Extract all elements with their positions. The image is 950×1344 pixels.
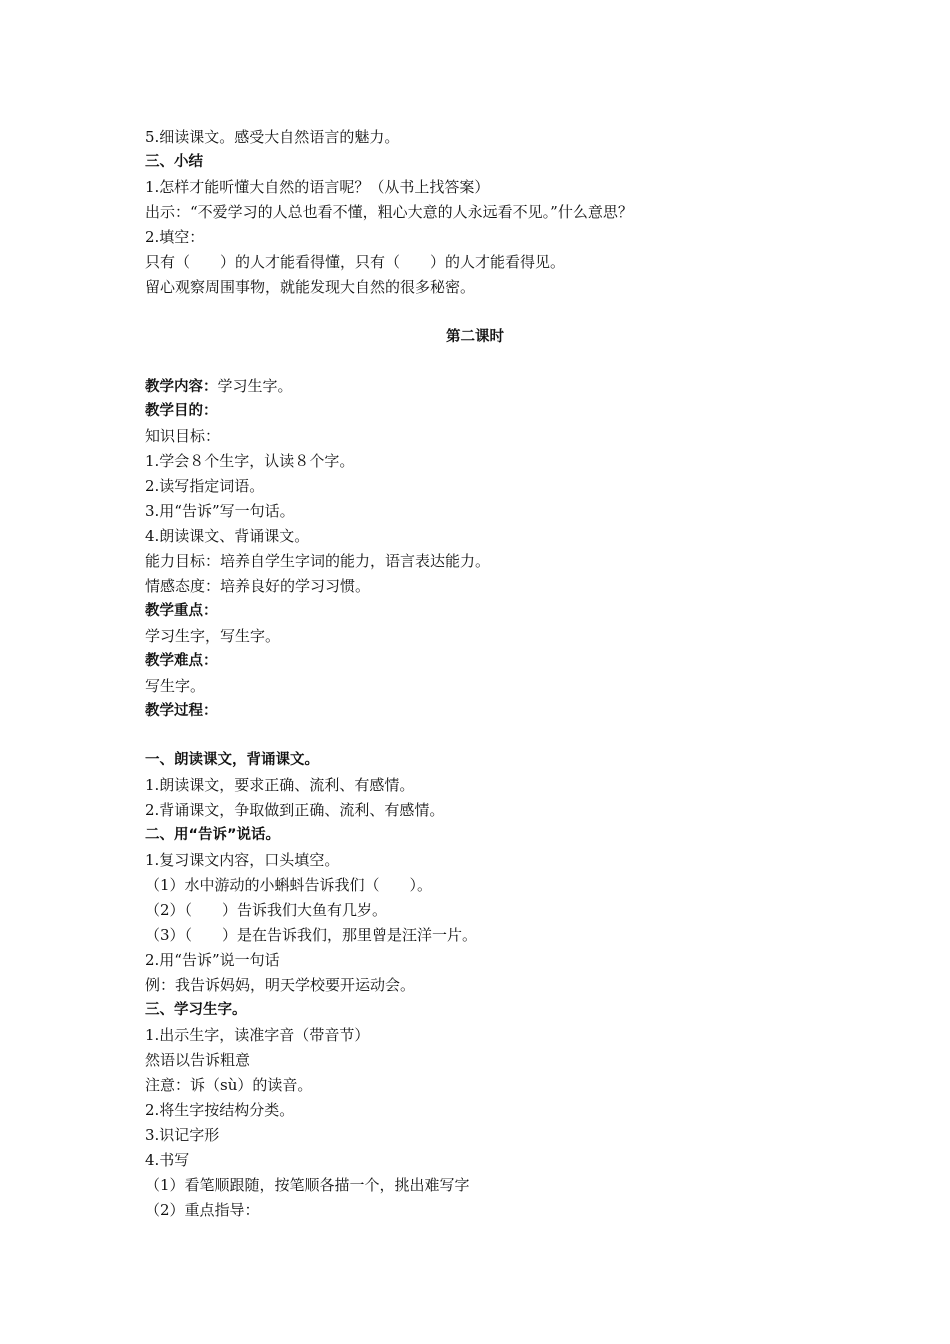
text-line: 留心观察周围事物，就能发现大自然的很多秘密。 <box>145 278 476 296</box>
text-line: （1）水中游动的小蝌蚪告诉我们（ ）。 <box>145 876 433 894</box>
text-line: （2）（ ）告诉我们大鱼有几岁。 <box>145 901 388 919</box>
section-heading: 教学难点： <box>145 653 218 669</box>
text-line: 1.朗读课文，要求正确、流利、有感情。 <box>145 776 415 794</box>
text-line: 5.细读课文。感受大自然语言的魅力。 <box>145 128 400 146</box>
text-line: 学习生字，写生字。 <box>145 627 281 645</box>
text-line: 2.将生字按结构分类。 <box>145 1101 295 1119</box>
text-line: 2.背诵课文，争取做到正确、流利、有感情。 <box>145 801 445 819</box>
text-line: 只有（ ）的人才能看得懂，只有（ ）的人才能看得见。 <box>145 253 566 271</box>
lesson-title: 第二课时 <box>446 329 504 345</box>
text-line: 3.用“告诉”写一句话。 <box>145 502 295 520</box>
section-heading: 三、小结 <box>145 154 203 170</box>
text-line: 然语以告诉粗意 <box>145 1051 251 1069</box>
text-line: 能力目标：培养自学生字词的能力，语言表达能力。 <box>145 552 491 570</box>
text-line: 4.朗读课文、背诵课文。 <box>145 527 310 545</box>
text-line: 1.学会８个生字，认读８个字。 <box>145 452 355 470</box>
text-line: （3）（ ）是在告诉我们，那里曾是汪洋一片。 <box>145 926 478 944</box>
text-line: 1.出示生字，读准字音（带音节） <box>145 1026 370 1044</box>
section-heading: 一、朗读课文，背诵课文。 <box>145 752 319 768</box>
text-line: （1）看笔顺跟随，按笔顺各描一个，挑出难写字 <box>145 1176 470 1194</box>
text-line: 注意：诉（sù）的读音。 <box>145 1076 313 1094</box>
text-line: 出示：“不爱学习的人总也看不懂，粗心大意的人永远看不见。”什么意思？ <box>145 203 633 221</box>
text-line: （2）重点指导： <box>145 1201 260 1219</box>
text-line: 1.怎样才能听懂大自然的语言呢？（从书上找答案） <box>145 178 490 196</box>
text-line: 3.识记字形 <box>145 1126 220 1144</box>
text-line: 知识目标： <box>145 427 221 445</box>
text-line: 2.用“告诉”说一句话 <box>145 951 280 969</box>
text-line: 2.读写指定词语。 <box>145 477 265 495</box>
text-line: 4.书写 <box>145 1151 190 1169</box>
section-heading: 教学目的： <box>145 403 218 419</box>
section-heading: 教学过程： <box>145 703 218 719</box>
text-line: 1.复习课文内容，口头填空。 <box>145 851 340 869</box>
text-line <box>145 376 293 397</box>
text-line: 2.填空： <box>145 228 205 246</box>
text-line: 例：我告诉妈妈，明天学校要开运动会。 <box>145 976 416 994</box>
text-line: 情感态度：培养良好的学习习惯。 <box>145 577 371 595</box>
section-heading: 三、学习生字。 <box>145 1002 247 1018</box>
section-heading: 二、用“告诉”说话。 <box>145 827 281 843</box>
text-line: 写生字。 <box>145 677 206 695</box>
content-value: 学习生字。 <box>217 377 293 395</box>
label-content: 教学内容： <box>145 379 218 395</box>
section-heading: 教学重点： <box>145 603 218 619</box>
